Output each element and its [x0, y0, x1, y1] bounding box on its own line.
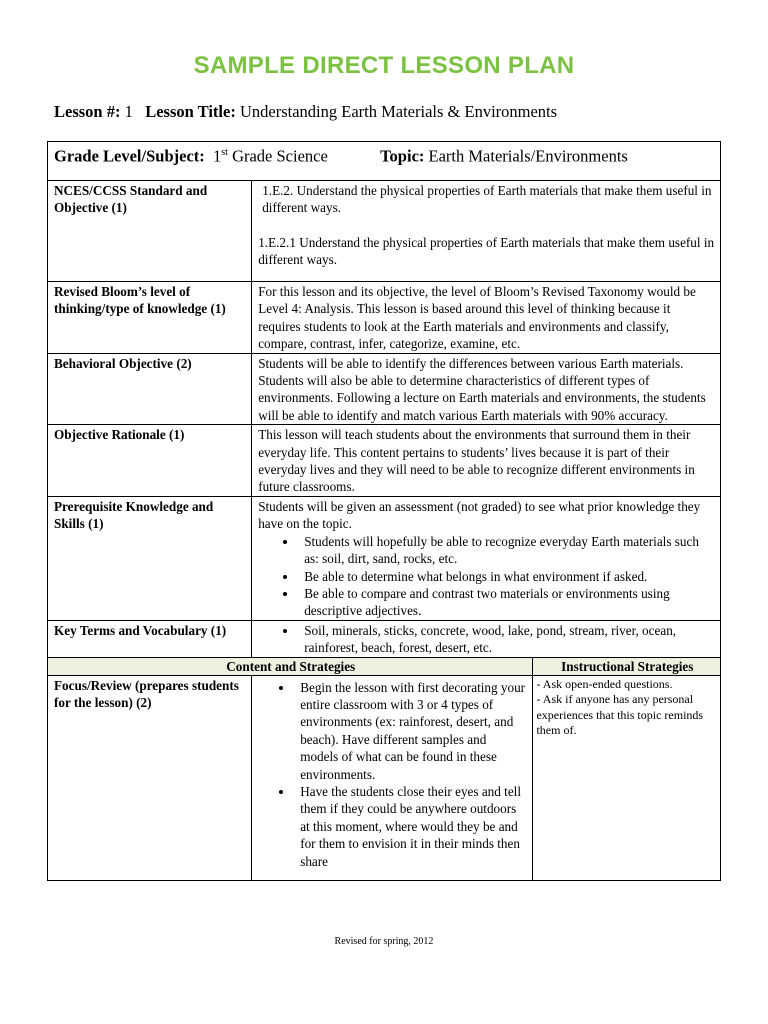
strategy-item: - Ask if anyone has any personal experiences that this topic reminds them of. [536, 692, 704, 738]
vocab-row [48, 620, 721, 657]
behavioral-row [48, 353, 721, 425]
header-row [48, 142, 721, 181]
prereq-label: Prerequisite Knowledge and Skills (1) [48, 496, 252, 620]
focus-label: Focus/Review (prepares students for the lesson) (2) [48, 675, 252, 880]
focus-list [258, 677, 527, 870]
vocab-label: Key Terms and Vocabulary (1) [48, 620, 252, 657]
vocab-list [258, 622, 715, 657]
lesson-title-label: Lesson Title: [145, 102, 236, 121]
rationale-label: Objective Rationale (1) [48, 425, 252, 497]
lesson-number-label: Lesson #: [54, 102, 121, 121]
rationale-row [48, 425, 721, 497]
list-item: • Begin the lesson with first decorating your entire classroom with 3 or 4 types of environments (ex: rainforest, desert, and beach). Have different samples and models of what can be found in these environments. [294, 679, 527, 783]
topic-value: Earth Materials/Environments [428, 146, 628, 166]
focus-row [48, 675, 721, 880]
lesson-title: Understanding Earth Materials & Environments [239, 102, 558, 121]
prereq-intro: Students will be given an assessment (not graded) to see what prior knowledge they have on the topic. [258, 498, 701, 532]
standard-row [48, 181, 721, 282]
bloom-text: For this lesson and its objective, the level of Bloom’s Revised Taxonomy would be Level 4: Analysis. This lesson is based around this level of thinking because it requires students to look at the Earth materials and environments and classify, compare, contrast, infer, categorize, examine, etc. [252, 282, 721, 354]
standard-text-2: 1.E.2.1 Understand the physical properties of Earth materials that make them useful in different ways. [258, 234, 715, 268]
topic-label: Topic: [380, 146, 425, 166]
list-item: • Soil, minerals, sticks, concrete, wood, lake, pond, stream, river, ocean, rainforest, beach, forest, desert, etc. [298, 622, 715, 657]
bloom-row [48, 282, 721, 354]
list-item: • Be able to determine what belongs in what environment if asked. [298, 568, 715, 585]
rationale-text: This lesson will teach students about the environments that surround them in their everyday life. This content pertains to students’ lives because it is part of their everyday lives and they will need to be able to recognize different environments in future classrooms. [252, 425, 721, 497]
strategy-item: - Ask open-ended questions. [536, 676, 673, 691]
behavioral-text: Students will be able to identify the differences between various Earth materials. Students will also be able to determine characteristics of different types of environments. Following a lecture on Earth materials and environments, the students will be able to identify and match various Earth materials with 90% accuracy. [252, 353, 721, 425]
standard-label: NCES/CCSS Standard and Objective (1) [48, 181, 252, 282]
lesson-plan-table [47, 141, 721, 881]
section-header-row [48, 657, 721, 675]
lesson-line [54, 102, 557, 122]
behavioral-label: Behavioral Objective (2) [48, 353, 252, 425]
grade-suffix: st [221, 147, 228, 158]
content-strategies-header: Content and Strategies [48, 657, 533, 675]
instructional-strategies-header: Instructional Strategies [533, 657, 721, 675]
footer-note: Revised for spring, 2012 [334, 936, 434, 947]
grade-topic-header [54, 143, 715, 167]
lesson-number: 1 [124, 102, 133, 121]
grade-subject: Grade Science [232, 146, 328, 166]
prereq-row [48, 496, 721, 620]
focus-strategies [533, 675, 721, 880]
grade-label: Grade Level/Subject: [54, 146, 205, 166]
prereq-list [258, 533, 715, 620]
list-item: • Students will hopefully be able to recognize everyday Earth materials such as: soil, dirt, sand, rocks, etc. [298, 533, 715, 568]
list-item: • Have the students close their eyes and tell them if they could be anywhere outdoors at this moment, where would they be and for them to envision it in their minds then share [294, 783, 527, 870]
bloom-label: Revised Bloom’s level of thinking/type of knowledge (1) [48, 282, 252, 354]
list-item: • Be able to compare and contrast two materials or environments using descriptive adjectives. [298, 585, 715, 620]
standard-text-1: 1.E.2. Understand the physical properties of Earth materials that make them useful in different ways. [262, 183, 712, 216]
document-title: SAMPLE DIRECT LESSON PLAN [193, 52, 575, 79]
grade-number: 1 [213, 146, 222, 166]
